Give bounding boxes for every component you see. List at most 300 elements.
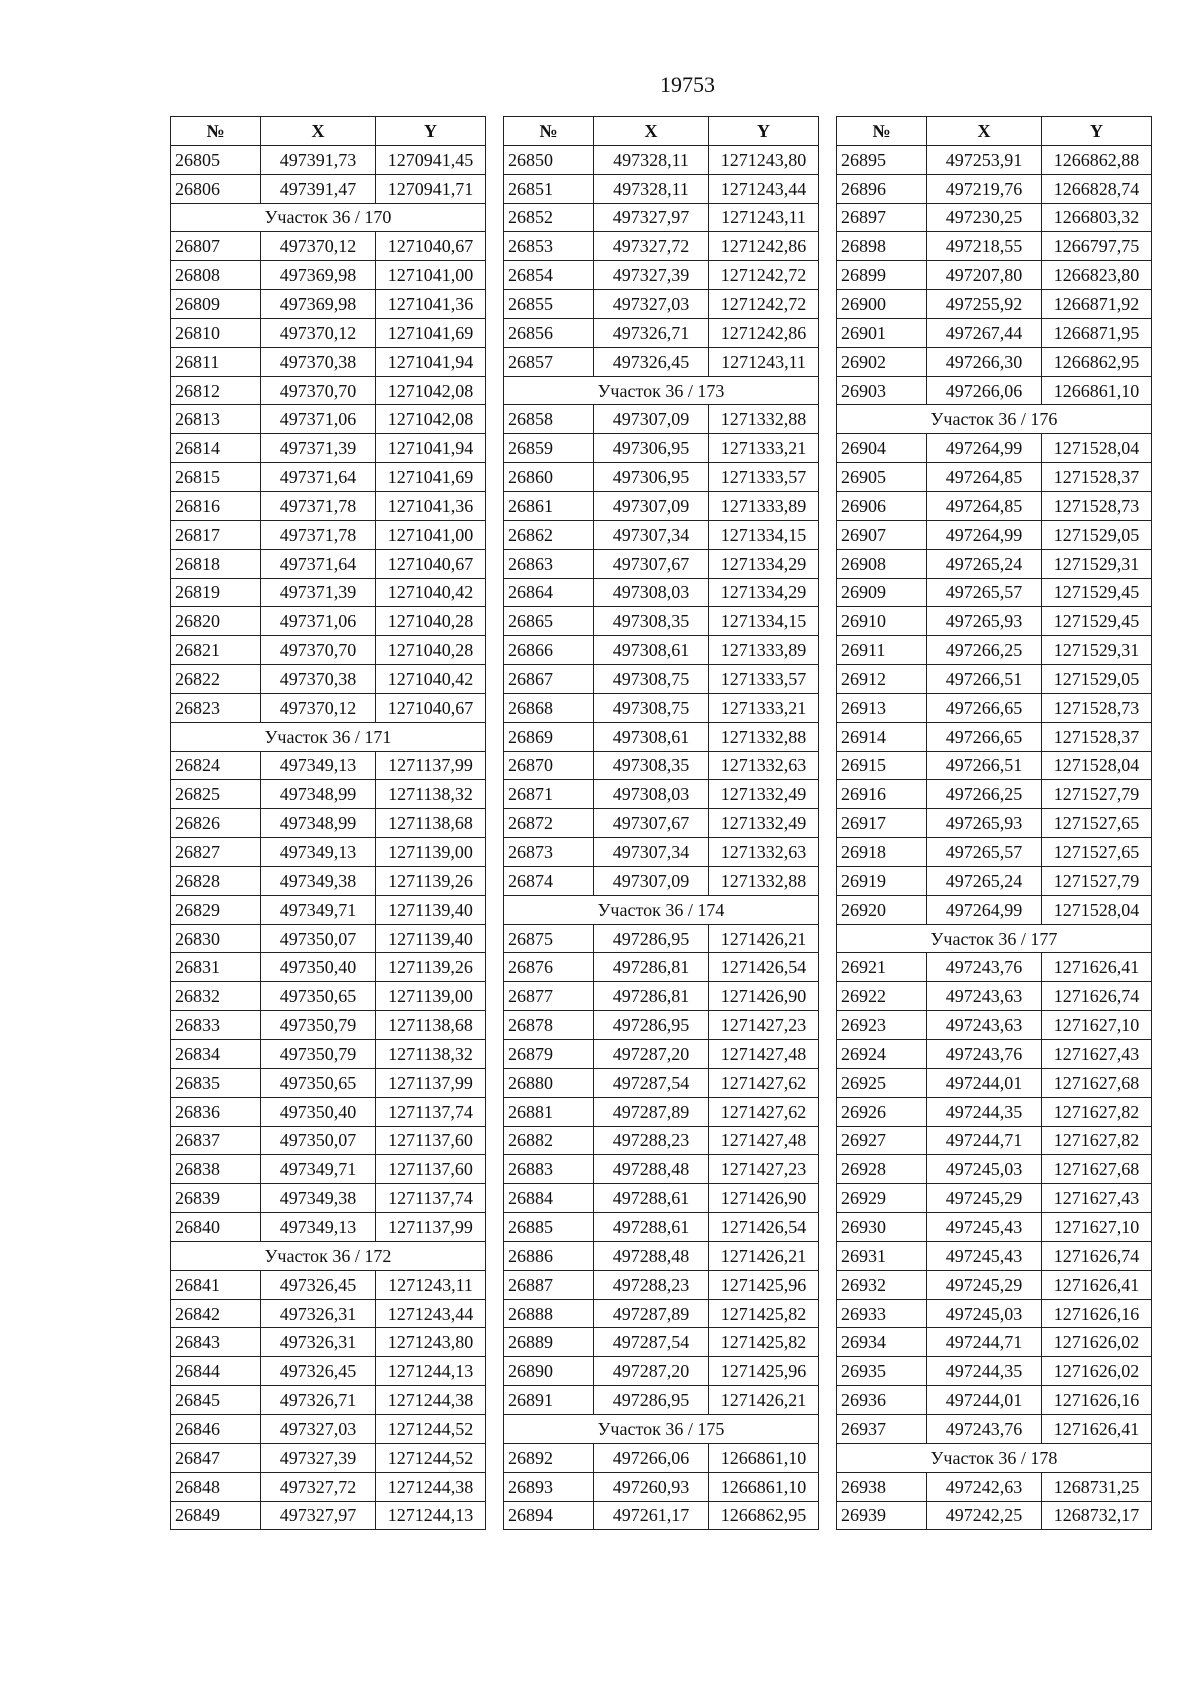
table-row [171, 982, 486, 1011]
y-coordinate-cell: 1271426,90 [709, 1184, 819, 1213]
point-number-cell: 26916 [837, 780, 927, 809]
table-row [171, 1472, 486, 1501]
x-coordinate-cell: 497308,35 [594, 751, 709, 780]
y-coordinate-cell: 1271138,32 [376, 780, 486, 809]
table-row [504, 780, 819, 809]
y-coordinate-cell: 1271041,36 [376, 290, 486, 319]
point-number-cell: 26833 [171, 1011, 261, 1040]
y-coordinate-cell: 1271244,38 [376, 1386, 486, 1415]
x-coordinate-cell: 497349,71 [261, 1155, 376, 1184]
section-label: Участок 36 / 172 [171, 1241, 486, 1270]
x-coordinate-cell: 497306,95 [594, 463, 709, 492]
point-number-cell: 26912 [837, 665, 927, 694]
y-coordinate-cell: 1271425,82 [709, 1299, 819, 1328]
y-coordinate-cell: 1271627,68 [1042, 1155, 1152, 1184]
table-row [171, 924, 486, 953]
point-number-cell: 26842 [171, 1299, 261, 1328]
table-row [504, 1213, 819, 1242]
table-row [504, 838, 819, 867]
y-coordinate-cell: 1271041,36 [376, 491, 486, 520]
y-coordinate-cell: 1271041,94 [376, 434, 486, 463]
point-number-cell: 26879 [504, 1040, 594, 1069]
y-coordinate-cell: 1271626,74 [1042, 1241, 1152, 1270]
header-y: Y [376, 117, 486, 146]
y-coordinate-cell: 1271529,31 [1042, 549, 1152, 578]
table-row [837, 1357, 1152, 1386]
point-number-cell: 26917 [837, 809, 927, 838]
x-coordinate-cell: 497369,98 [261, 290, 376, 319]
y-coordinate-cell: 1271242,86 [709, 318, 819, 347]
x-coordinate-cell: 497288,61 [594, 1213, 709, 1242]
y-coordinate-cell: 1271040,28 [376, 607, 486, 636]
x-coordinate-cell: 497243,76 [927, 1414, 1042, 1443]
y-coordinate-cell: 1271427,48 [709, 1126, 819, 1155]
section-row [837, 1443, 1152, 1472]
y-coordinate-cell: 1271529,45 [1042, 578, 1152, 607]
y-coordinate-cell: 1271427,62 [709, 1068, 819, 1097]
table-row [504, 866, 819, 895]
section-label: Участок 36 / 171 [171, 722, 486, 751]
x-coordinate-cell: 497243,63 [927, 982, 1042, 1011]
point-number-cell: 26824 [171, 751, 261, 780]
point-number-cell: 26832 [171, 982, 261, 1011]
table-row [504, 982, 819, 1011]
point-number-cell: 26890 [504, 1357, 594, 1386]
y-coordinate-cell: 1271041,00 [376, 520, 486, 549]
x-coordinate-cell: 497350,65 [261, 1068, 376, 1097]
y-coordinate-cell: 1271333,21 [709, 693, 819, 722]
x-coordinate-cell: 497266,51 [927, 751, 1042, 780]
point-number-cell: 26813 [171, 405, 261, 434]
y-coordinate-cell: 1271626,41 [1042, 953, 1152, 982]
section-label: Участок 36 / 173 [504, 376, 819, 405]
point-number-cell: 26823 [171, 693, 261, 722]
point-number-cell: 26806 [171, 174, 261, 203]
section-row [171, 1241, 486, 1270]
point-number-cell: 26938 [837, 1472, 927, 1501]
y-coordinate-cell: 1271041,00 [376, 261, 486, 290]
point-number-cell: 26809 [171, 290, 261, 319]
y-coordinate-cell: 1271426,54 [709, 1213, 819, 1242]
point-number-cell: 26896 [837, 174, 927, 203]
x-coordinate-cell: 497350,40 [261, 1097, 376, 1126]
y-coordinate-cell: 1271042,08 [376, 376, 486, 405]
y-coordinate-cell: 1271332,49 [709, 809, 819, 838]
table-row [171, 866, 486, 895]
point-number-cell: 26822 [171, 665, 261, 694]
table-row [837, 780, 1152, 809]
x-coordinate-cell: 497327,97 [594, 203, 709, 232]
table-row [837, 549, 1152, 578]
table-row [171, 1270, 486, 1299]
point-number-cell: 26839 [171, 1184, 261, 1213]
point-number-cell: 26825 [171, 780, 261, 809]
table-row [504, 1184, 819, 1213]
x-coordinate-cell: 497265,93 [927, 607, 1042, 636]
table-row [171, 376, 486, 405]
x-coordinate-cell: 497326,45 [261, 1357, 376, 1386]
x-coordinate-cell: 497371,78 [261, 520, 376, 549]
point-number-cell: 26893 [504, 1472, 594, 1501]
x-coordinate-cell: 497244,35 [927, 1097, 1042, 1126]
y-coordinate-cell: 1266828,74 [1042, 174, 1152, 203]
point-number-cell: 26820 [171, 607, 261, 636]
point-number-cell: 26852 [504, 203, 594, 232]
y-coordinate-cell: 1271627,82 [1042, 1097, 1152, 1126]
x-coordinate-cell: 497326,45 [594, 347, 709, 376]
y-coordinate-cell: 1271040,67 [376, 232, 486, 261]
table-body [504, 145, 819, 1530]
point-number-cell: 26816 [171, 491, 261, 520]
point-number-cell: 26885 [504, 1213, 594, 1242]
table-row [504, 290, 819, 319]
table-row [171, 318, 486, 347]
table-row [504, 1299, 819, 1328]
y-coordinate-cell: 1271137,99 [376, 751, 486, 780]
header-x: X [927, 117, 1042, 146]
x-coordinate-cell: 497242,25 [927, 1501, 1042, 1530]
y-coordinate-cell: 1271243,11 [376, 1270, 486, 1299]
point-number-cell: 26910 [837, 607, 927, 636]
table-body [837, 145, 1152, 1530]
y-coordinate-cell: 1271243,11 [709, 347, 819, 376]
table-row [171, 1299, 486, 1328]
point-number-cell: 26818 [171, 549, 261, 578]
x-coordinate-cell: 497328,11 [594, 145, 709, 174]
table-row [837, 376, 1152, 405]
table-row [171, 636, 486, 665]
point-number-cell: 26924 [837, 1040, 927, 1069]
y-coordinate-cell: 1271626,02 [1042, 1357, 1152, 1386]
x-coordinate-cell: 497349,13 [261, 751, 376, 780]
table-row [171, 780, 486, 809]
x-coordinate-cell: 497307,67 [594, 549, 709, 578]
point-number-cell: 26843 [171, 1328, 261, 1357]
y-coordinate-cell: 1271334,15 [709, 520, 819, 549]
point-number-cell: 26869 [504, 722, 594, 751]
x-coordinate-cell: 497326,45 [261, 1270, 376, 1299]
table-row [171, 1155, 486, 1184]
table-row [504, 1328, 819, 1357]
table-row [837, 1097, 1152, 1126]
table-row [837, 693, 1152, 722]
y-coordinate-cell: 1266862,95 [709, 1501, 819, 1530]
table-row [504, 578, 819, 607]
x-coordinate-cell: 497264,99 [927, 520, 1042, 549]
table-row [837, 953, 1152, 982]
table-row [504, 809, 819, 838]
y-coordinate-cell: 1271626,16 [1042, 1299, 1152, 1328]
table-header-row [171, 117, 486, 146]
y-coordinate-cell: 1271528,73 [1042, 693, 1152, 722]
table-row [171, 491, 486, 520]
table-row [171, 347, 486, 376]
x-coordinate-cell: 497264,99 [927, 895, 1042, 924]
x-coordinate-cell: 497327,03 [261, 1414, 376, 1443]
x-coordinate-cell: 497266,06 [927, 376, 1042, 405]
point-number-cell: 26827 [171, 838, 261, 867]
point-number-cell: 26877 [504, 982, 594, 1011]
y-coordinate-cell: 1271626,41 [1042, 1414, 1152, 1443]
table-row [171, 953, 486, 982]
x-coordinate-cell: 497243,76 [927, 953, 1042, 982]
point-number-cell: 26921 [837, 953, 927, 982]
page-number-text: 19753 [660, 72, 715, 97]
table-row [171, 261, 486, 290]
table-row [171, 1213, 486, 1242]
table-row [837, 1241, 1152, 1270]
point-number-cell: 26914 [837, 722, 927, 751]
x-coordinate-cell: 497326,31 [261, 1328, 376, 1357]
point-number-cell: 26911 [837, 636, 927, 665]
point-number-cell: 26899 [837, 261, 927, 290]
x-coordinate-cell: 497286,95 [594, 1386, 709, 1415]
table-row [837, 578, 1152, 607]
x-coordinate-cell: 497287,20 [594, 1357, 709, 1386]
y-coordinate-cell: 1271138,68 [376, 809, 486, 838]
x-coordinate-cell: 497371,06 [261, 405, 376, 434]
y-coordinate-cell: 1271527,65 [1042, 838, 1152, 867]
x-coordinate-cell: 497350,40 [261, 953, 376, 982]
x-coordinate-cell: 497242,63 [927, 1472, 1042, 1501]
table-row [837, 1414, 1152, 1443]
y-coordinate-cell: 1271138,68 [376, 1011, 486, 1040]
x-coordinate-cell: 497266,25 [927, 636, 1042, 665]
y-coordinate-cell: 1271527,65 [1042, 809, 1152, 838]
x-coordinate-cell: 497308,61 [594, 722, 709, 751]
x-coordinate-cell: 497327,39 [261, 1443, 376, 1472]
point-number-cell: 26838 [171, 1155, 261, 1184]
point-number-cell: 26851 [504, 174, 594, 203]
table-row [171, 232, 486, 261]
x-coordinate-cell: 497369,98 [261, 261, 376, 290]
y-coordinate-cell: 1266861,10 [1042, 376, 1152, 405]
table-row [837, 1040, 1152, 1069]
point-number-cell: 26907 [837, 520, 927, 549]
table-row [504, 693, 819, 722]
point-number-cell: 26884 [504, 1184, 594, 1213]
table-row [837, 203, 1152, 232]
table-row [504, 145, 819, 174]
table-row [837, 174, 1152, 203]
point-number-cell: 26853 [504, 232, 594, 261]
y-coordinate-cell: 1271244,52 [376, 1414, 486, 1443]
point-number-cell: 26926 [837, 1097, 927, 1126]
table-row [504, 261, 819, 290]
x-coordinate-cell: 497266,25 [927, 780, 1042, 809]
table-row [837, 838, 1152, 867]
point-number-cell: 26812 [171, 376, 261, 405]
header-y: Y [1042, 117, 1152, 146]
point-number-cell: 26862 [504, 520, 594, 549]
section-label: Участок 36 / 170 [171, 203, 486, 232]
point-number-cell: 26930 [837, 1213, 927, 1242]
y-coordinate-cell: 1271137,99 [376, 1213, 486, 1242]
x-coordinate-cell: 497326,71 [261, 1386, 376, 1415]
point-number-cell: 26810 [171, 318, 261, 347]
point-number-cell: 26928 [837, 1155, 927, 1184]
section-row [837, 405, 1152, 434]
x-coordinate-cell: 497370,38 [261, 665, 376, 694]
x-coordinate-cell: 497244,01 [927, 1386, 1042, 1415]
point-number-cell: 26871 [504, 780, 594, 809]
table-header-row [504, 117, 819, 146]
point-number-cell: 26850 [504, 145, 594, 174]
table-row [504, 1357, 819, 1386]
point-number-cell: 26829 [171, 895, 261, 924]
section-label: Участок 36 / 178 [837, 1443, 1152, 1472]
coordinate-table-3 [836, 116, 1152, 1530]
x-coordinate-cell: 497307,34 [594, 520, 709, 549]
table-row [171, 520, 486, 549]
x-coordinate-cell: 497306,95 [594, 434, 709, 463]
y-coordinate-cell: 1271138,32 [376, 1040, 486, 1069]
table-row [504, 318, 819, 347]
point-number-cell: 26887 [504, 1270, 594, 1299]
header-num: № [171, 117, 261, 146]
y-coordinate-cell: 1271139,40 [376, 924, 486, 953]
point-number-cell: 26821 [171, 636, 261, 665]
y-coordinate-cell: 1271529,45 [1042, 607, 1152, 636]
y-coordinate-cell: 1271427,23 [709, 1011, 819, 1040]
x-coordinate-cell: 497207,80 [927, 261, 1042, 290]
y-coordinate-cell: 1271137,74 [376, 1184, 486, 1213]
x-coordinate-cell: 497307,09 [594, 405, 709, 434]
y-coordinate-cell: 1271427,48 [709, 1040, 819, 1069]
point-number-cell: 26937 [837, 1414, 927, 1443]
point-number-cell: 26849 [171, 1501, 261, 1530]
table-row [837, 1155, 1152, 1184]
point-number-cell: 26836 [171, 1097, 261, 1126]
table-row [171, 809, 486, 838]
table-row [837, 1126, 1152, 1155]
x-coordinate-cell: 497326,31 [261, 1299, 376, 1328]
table-row [504, 1011, 819, 1040]
x-coordinate-cell: 497255,92 [927, 290, 1042, 319]
table-row [837, 520, 1152, 549]
table-row [504, 722, 819, 751]
point-number-cell: 26900 [837, 290, 927, 319]
table-row [837, 1472, 1152, 1501]
point-number-cell: 26931 [837, 1241, 927, 1270]
table-row [504, 520, 819, 549]
x-coordinate-cell: 497288,23 [594, 1126, 709, 1155]
point-number-cell: 26845 [171, 1386, 261, 1415]
x-coordinate-cell: 497350,79 [261, 1040, 376, 1069]
point-number-cell: 26841 [171, 1270, 261, 1299]
y-coordinate-cell: 1271137,60 [376, 1126, 486, 1155]
point-number-cell: 26880 [504, 1068, 594, 1097]
x-coordinate-cell: 497244,71 [927, 1126, 1042, 1155]
y-coordinate-cell: 1266861,10 [709, 1472, 819, 1501]
point-number-cell: 26846 [171, 1414, 261, 1443]
y-coordinate-cell: 1266861,10 [709, 1443, 819, 1472]
table-row [837, 463, 1152, 492]
y-coordinate-cell: 1271332,88 [709, 722, 819, 751]
x-coordinate-cell: 497267,44 [927, 318, 1042, 347]
point-number-cell: 26909 [837, 578, 927, 607]
x-coordinate-cell: 497230,25 [927, 203, 1042, 232]
y-coordinate-cell: 1271627,43 [1042, 1040, 1152, 1069]
table-row [171, 665, 486, 694]
y-coordinate-cell: 1266803,32 [1042, 203, 1152, 232]
y-coordinate-cell: 1271243,44 [376, 1299, 486, 1328]
y-coordinate-cell: 1271426,90 [709, 982, 819, 1011]
x-coordinate-cell: 497286,95 [594, 924, 709, 953]
y-coordinate-cell: 1271139,26 [376, 866, 486, 895]
point-number-cell: 26840 [171, 1213, 261, 1242]
table-row [837, 261, 1152, 290]
x-coordinate-cell: 497308,35 [594, 607, 709, 636]
header-num: № [504, 117, 594, 146]
y-coordinate-cell: 1271243,80 [709, 145, 819, 174]
point-number-cell: 26915 [837, 751, 927, 780]
coordinate-table-1 [170, 116, 486, 1530]
point-number-cell: 26858 [504, 405, 594, 434]
y-coordinate-cell: 1271528,37 [1042, 722, 1152, 751]
table-row [837, 145, 1152, 174]
x-coordinate-cell: 497350,07 [261, 924, 376, 953]
table-row [837, 318, 1152, 347]
point-number-cell: 26865 [504, 607, 594, 636]
y-coordinate-cell: 1271333,89 [709, 636, 819, 665]
x-coordinate-cell: 497286,95 [594, 1011, 709, 1040]
y-coordinate-cell: 1271139,26 [376, 953, 486, 982]
x-coordinate-cell: 497253,91 [927, 145, 1042, 174]
table-body [171, 145, 486, 1530]
x-coordinate-cell: 497288,61 [594, 1184, 709, 1213]
point-number-cell: 26927 [837, 1126, 927, 1155]
x-coordinate-cell: 497288,23 [594, 1270, 709, 1299]
y-coordinate-cell: 1271528,04 [1042, 434, 1152, 463]
table-row [171, 1386, 486, 1415]
point-number-cell: 26811 [171, 347, 261, 376]
x-coordinate-cell: 497308,61 [594, 636, 709, 665]
y-coordinate-cell: 1271242,86 [709, 232, 819, 261]
table-row [837, 895, 1152, 924]
y-coordinate-cell: 1271041,69 [376, 318, 486, 347]
point-number-cell: 26905 [837, 463, 927, 492]
table-row [171, 895, 486, 924]
point-number-cell: 26883 [504, 1155, 594, 1184]
point-number-cell: 26848 [171, 1472, 261, 1501]
point-number-cell: 26903 [837, 376, 927, 405]
x-coordinate-cell: 497349,38 [261, 1184, 376, 1213]
x-coordinate-cell: 497266,65 [927, 693, 1042, 722]
x-coordinate-cell: 497244,71 [927, 1328, 1042, 1357]
point-number-cell: 26830 [171, 924, 261, 953]
table-row [171, 751, 486, 780]
x-coordinate-cell: 497287,20 [594, 1040, 709, 1069]
table-row [504, 636, 819, 665]
table-row [171, 1443, 486, 1472]
x-coordinate-cell: 497265,24 [927, 549, 1042, 578]
x-coordinate-cell: 497308,75 [594, 665, 709, 694]
y-coordinate-cell: 1271334,29 [709, 549, 819, 578]
y-coordinate-cell: 1271137,60 [376, 1155, 486, 1184]
x-coordinate-cell: 497327,72 [594, 232, 709, 261]
table-row [837, 722, 1152, 751]
table-row [837, 1328, 1152, 1357]
x-coordinate-cell: 497371,39 [261, 434, 376, 463]
table-row [504, 1443, 819, 1472]
x-coordinate-cell: 497328,11 [594, 174, 709, 203]
x-coordinate-cell: 497370,70 [261, 636, 376, 665]
point-number-cell: 26874 [504, 866, 594, 895]
table-row [504, 953, 819, 982]
y-coordinate-cell: 1271627,82 [1042, 1126, 1152, 1155]
y-coordinate-cell: 1271243,44 [709, 174, 819, 203]
